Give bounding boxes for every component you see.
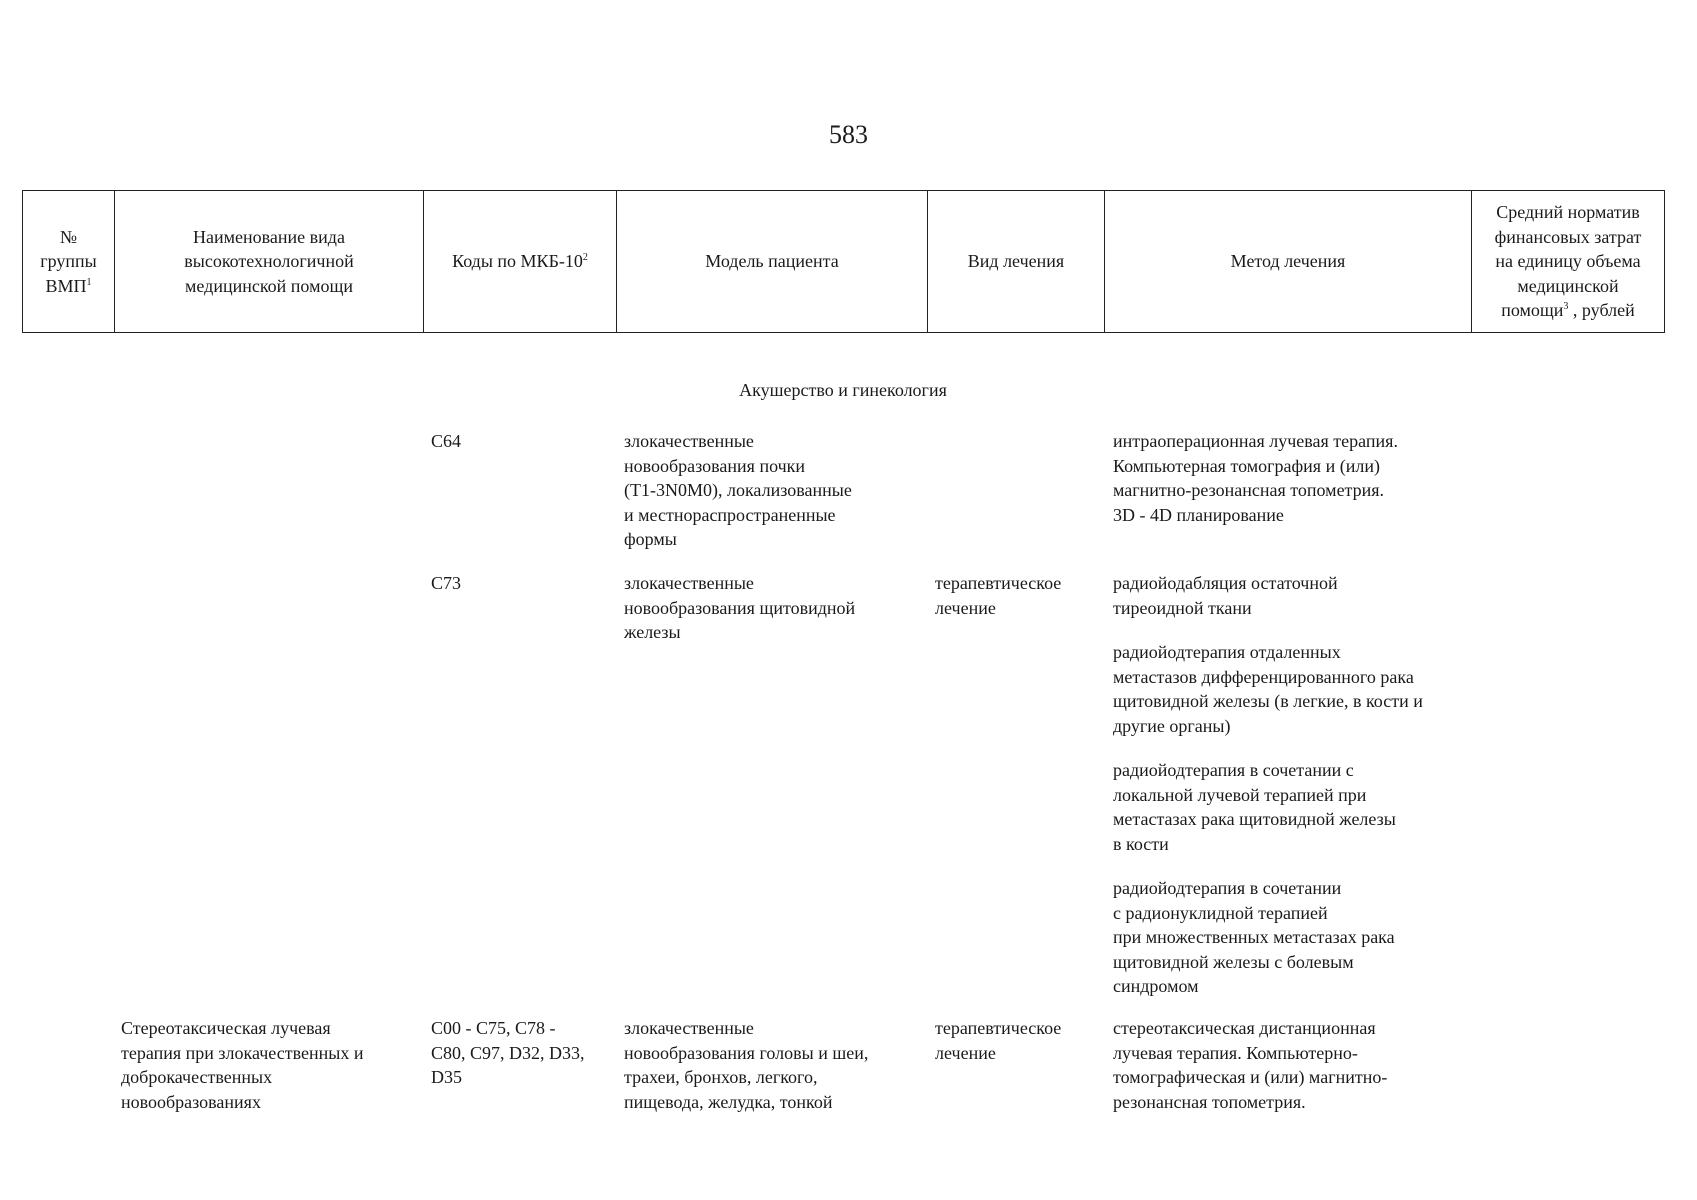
treatment-type-cell: терапевтическое лечение: [935, 1018, 1062, 1063]
care-type-name-cell: Стереотаксическая лучевая терапия при злокачественных и доброкачественных новообразованиях: [121, 1018, 364, 1112]
header-care-type-name: Наименование вида высокотехнологичной медицинской помощи: [115, 191, 424, 333]
section-title: Акушерство и гинекология: [739, 380, 947, 400]
header-vmp-group-number: № группы ВМП$^1$: [23, 191, 115, 333]
treatment-type-cell: терапевтическое лечение: [935, 573, 1062, 618]
footnote-mark: 3: [1563, 301, 1569, 313]
header-treatment-type: Вид лечения: [928, 191, 1105, 333]
icd-codes-cell: C64: [431, 431, 462, 451]
treatment-method-cell: [1113, 571, 1478, 1019]
treatment-method-cell: стереотаксическая дистанционная лучевая терапия. Компьютерно- томографическая и (или) магнитно- резонансная топометрия.: [1113, 1018, 1388, 1112]
footnote-mark: 2: [582, 252, 588, 264]
method-item: радиойодтерапия отдаленных метастазов дифференцированного рака щитовидной железы (в легкие, в кости и другие органы): [1113, 642, 1423, 736]
treatment-method-cell: интраоперационная лучевая терапия. Компьютерная томография и (или) магнитно-резонансная топометрия. 3D - 4D планирование: [1113, 431, 1398, 525]
table-header: [22, 190, 1665, 333]
patient-model-cell: злокачественные новообразования щитовидной железы: [624, 573, 856, 642]
method-item: радиойодабляция остаточной тиреоидной ткани: [1113, 573, 1338, 618]
icd-codes-cell: C00 - C75, C78 - C80, C97, D32, D33, D35: [431, 1018, 585, 1087]
header-patient-model: Модель пациента: [617, 191, 928, 333]
header-average-cost: Средний норматив финансовых затрат на единицу объема медицинской помощи$^3$ , рублей: [1472, 191, 1665, 333]
method-item: радиойодтерапия в сочетании с локальной лучевой терапией при метастазах рака щитовидной железы в кости: [1113, 760, 1396, 854]
method-item: радиойодтерапия в сочетании с радионуклидной терапией при множественных метастазах рака щитовидной железы с болевым синдромом: [1113, 878, 1395, 996]
patient-model-cell: злокачественные новообразования почки (T1-3N0M0), локализованные и местнораспространенные формы: [624, 431, 852, 549]
patient-model-cell: злокачественные новообразования головы и шеи, трахеи, бронхов, легкого, пищевода, желудка, тонкой: [624, 1018, 869, 1112]
header-icd-codes: Коды по МКБ-$10^2$: [424, 191, 617, 333]
footnote-mark: 1: [86, 276, 92, 288]
header-treatment-method: Метод лечения: [1105, 191, 1472, 333]
page-number: 583: [829, 120, 868, 149]
icd-codes-cell: C73: [431, 573, 462, 593]
